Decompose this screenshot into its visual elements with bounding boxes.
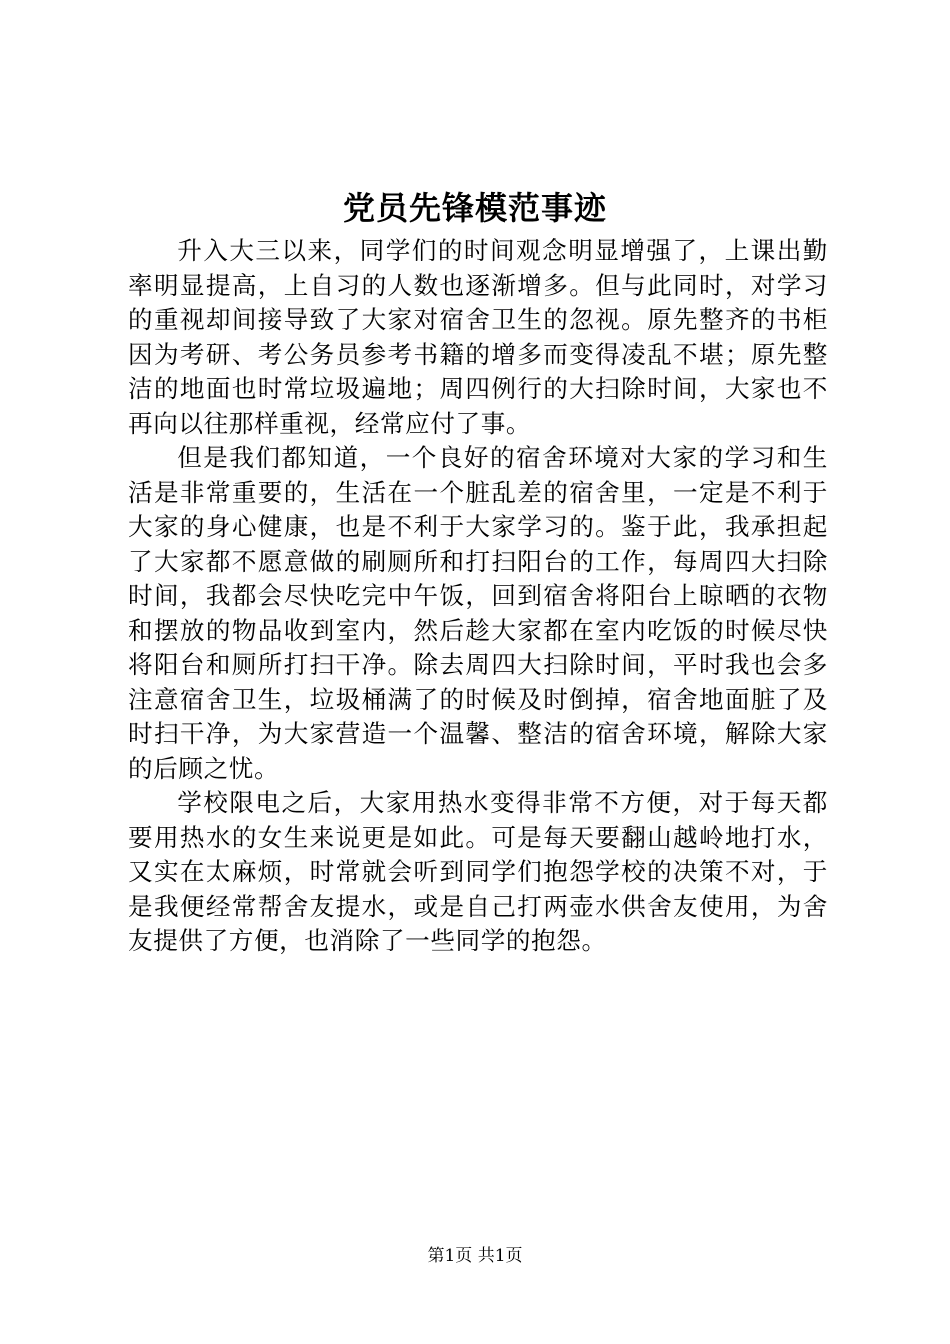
paragraph-1: 升入大三以来，同学们的时间观念明显增强了，上课出勤率明显提高，上自习的人数也逐渐增多。但与此同时，对学习的重视却间接导致了大家对宿舍卫生的忽视。原先整齐的书柜因为考研、考公务员参考书籍的增多而变得凌乱不堪；原先整洁的地面也时常垃圾遍地；周四例行的大扫除时间，大家也不再向以往那样重视，经常应付了事。 xyxy=(128,236,828,438)
document-body xyxy=(128,234,828,959)
page-number-footer: 第1页 共1页 xyxy=(427,1246,523,1266)
paragraph-2: 但是我们都知道，一个良好的宿舍环境对大家的学习和生活是非常重要的，生活在一个脏乱差的宿舍里，一定是不利于大家的身心健康，也是不利于大家学习的。鉴于此，我承担起了大家都不愿意做的刷厕所和打扫阳台的工作，每周四大扫除时间，我都会尽快吃完中午饭，回到宿舍将阳台上晾晒的衣物和摆放的物品收到室内，然后趁大家都在室内吃饭的时候尽快将阳台和厕所打扫干净。除去周四大扫除时间，平时我也会多注意宿舍卫生，垃圾桶满了的时候及时倒掉，宿舍地面脏了及时扫干净，为大家营造一个温馨、整洁的宿舍环境，解除大家的后顾之忧。 xyxy=(128,443,828,783)
document-title: 党员先锋模范事迹 xyxy=(342,189,607,227)
paragraph-3: 学校限电之后，大家用热水变得非常不方便，对于每天都要用热水的女生来说更是如此。可是每天要翻山越岭地打水，又实在太麻烦，时常就会听到同学们抱怨学校的决策不对，于是我便经常帮舍友提水，或是自己打两壶水供舍友使用，为舍友提供了方便，也消除了一些同学的抱怨。 xyxy=(128,788,828,955)
